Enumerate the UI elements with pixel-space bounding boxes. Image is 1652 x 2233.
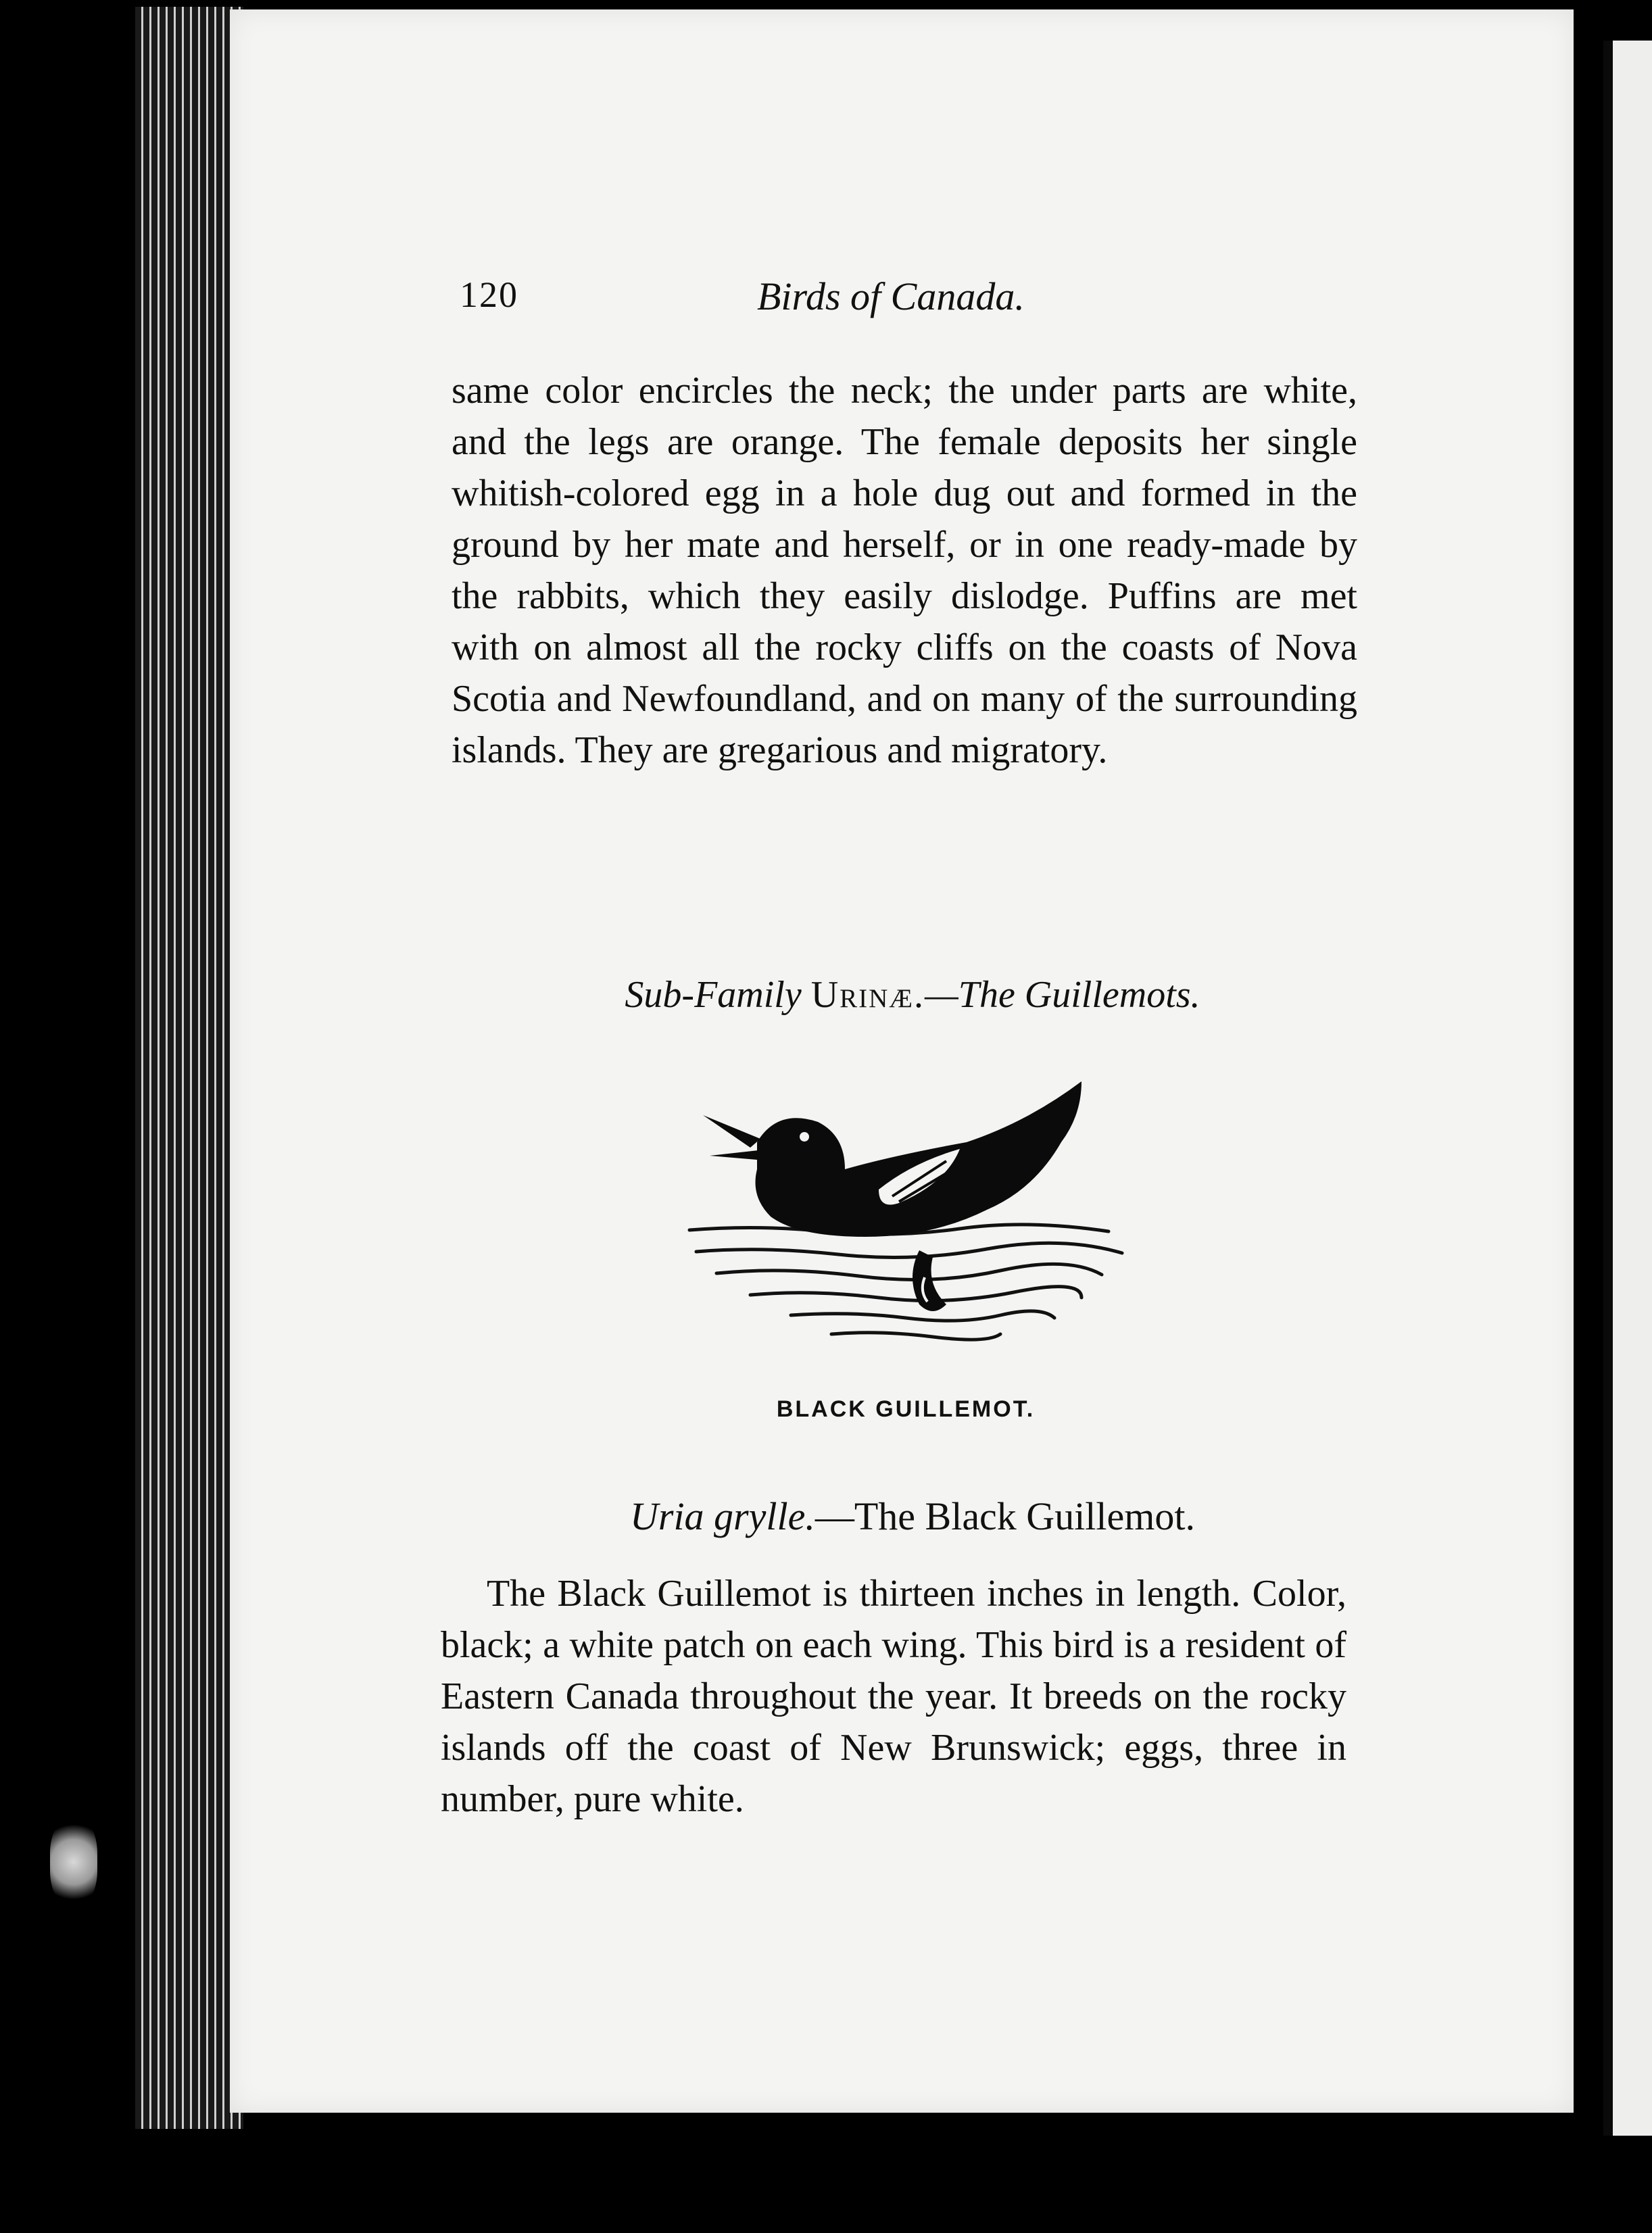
subfamily-prefix: Sub-Family — [625, 974, 802, 1016]
subfamily-heading — [473, 973, 1352, 1016]
species-latin-name: Uria grylle. — [629, 1494, 815, 1538]
black-guillemot-illustration — [676, 1075, 1136, 1358]
figure-caption: BLACK GUILLEMOT. — [776, 1396, 1036, 1422]
guillemot-woodcut — [676, 1075, 1136, 1358]
running-header — [460, 274, 1338, 328]
subfamily-name: Urinæ. — [810, 974, 925, 1016]
species-common-name: —The Black Guillemot. — [815, 1494, 1196, 1538]
subfamily-suffix: —The Guillemots. — [925, 974, 1200, 1016]
species-description-paragraph: The Black Guillemot is thirteen inches in length. Color, black; a white patch on each wing. This bird is a resident of Eastern Canada throughout the year. It breeds on the rocky islands off the coast of New Brunswick; eggs, three in number, pure white. — [441, 1573, 1346, 1820]
species-heading — [473, 1494, 1352, 1539]
page-number: 120 — [460, 274, 518, 315]
book-page-edges — [135, 7, 243, 2129]
running-title: Birds of Canada. — [757, 274, 1025, 318]
binding-damage-mark — [50, 1818, 97, 1906]
facing-page-edge — [1603, 41, 1652, 2136]
continuation-paragraph: same color encircles the neck; the under parts are white, and the legs are orange. The female deposits her single whitish-colored egg in a hole dug out and formed in the ground by her mate and herself, or in one ready-made by the rabbits, which they easily dislodge. Puffins are met with on almost all the rocky cliffs on the coasts of Nova Scotia and Newfoundland, and on many of the surrounding islands. They are gregarious and migratory. — [452, 370, 1357, 771]
